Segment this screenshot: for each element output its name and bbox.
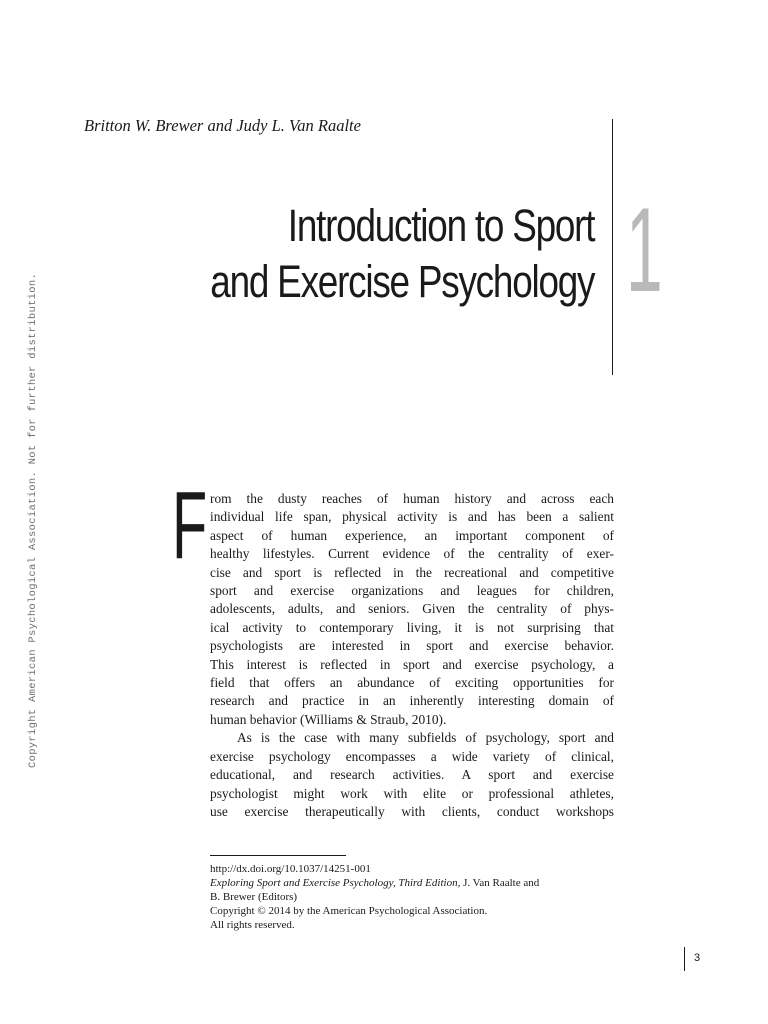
footnote-book-title: Exploring Sport and Exercise Psychology, Third Edition, — [210, 877, 461, 889]
body-line: adolescents, adults, and seniors. Given the centrality of phys- — [210, 601, 614, 617]
footnote-rights: All rights reserved. — [210, 919, 295, 931]
body-line: cise and sport is reflected in the recreational and competitive — [210, 564, 614, 580]
body-text — [210, 490, 614, 821]
body-line: human behavior (Williams & Straub, 2010). — [210, 711, 447, 727]
body-line: exercise psychology encompasses a wide variety of clinical, — [210, 748, 614, 764]
footnote-book-line — [210, 876, 539, 890]
body-line: rom the dusty reaches of human history and across each — [210, 491, 614, 506]
body-line: psychologists are interested in sport and exercise behavior. — [210, 638, 614, 654]
body-line: ical activity to contemporary living, it is not surprising that — [210, 619, 614, 635]
footnote-copyright: Copyright © 2014 by the American Psychological Association. — [210, 905, 488, 917]
body-line: sport and exercise organizations and leagues for children, — [210, 583, 614, 599]
body-line: use exercise therapeutically with clients, conduct workshops — [210, 803, 614, 819]
chapter-number: 1 — [626, 183, 663, 317]
footnote-editors-part-1: J. Van Raalte and — [460, 877, 540, 889]
chapter-title-line-2: and Exercise Psychology — [210, 256, 594, 307]
body-line: healthy lifestyles. Current evidence of the centrality of exer- — [210, 546, 614, 562]
body-line: research and practice in an inherently interesting domain of — [210, 693, 614, 709]
body-line: individual life span, physical activity is and has been a salient — [210, 509, 614, 525]
page-number: 3 — [694, 952, 701, 964]
body-line: psychologist might work with elite or professional athletes, — [210, 785, 614, 801]
footnote — [210, 862, 539, 932]
side-copyright-notice: Copyright American Psychological Association. Not for further distribution. — [27, 272, 39, 768]
chapter-title — [210, 198, 594, 310]
footnote-rule — [210, 855, 346, 856]
chapter-title-line-1: Introduction to Sport — [287, 200, 594, 251]
body-line: aspect of human experience, an important component of — [210, 527, 614, 543]
body-line: This interest is reflected in sport and exercise psychology, a — [210, 656, 614, 672]
footnote-doi-link[interactable]: http://dx.doi.org/10.1037/14251-001 — [210, 863, 371, 875]
footnote-editors-part-2: B. Brewer (Editors) — [210, 891, 298, 903]
chapter-divider-rule — [612, 119, 613, 375]
page-number-rule — [684, 947, 685, 971]
chapter-authors: Britton W. Brewer and Judy L. Van Raalte — [84, 116, 361, 135]
body-line: educational, and research activities. A sport and exercise — [210, 767, 614, 783]
body-line: As is the case with many subfields of psychology, sport and — [237, 730, 614, 746]
drop-cap: F — [172, 472, 208, 579]
body-line: field that offers an abundance of exciting opportunities for — [210, 675, 614, 691]
